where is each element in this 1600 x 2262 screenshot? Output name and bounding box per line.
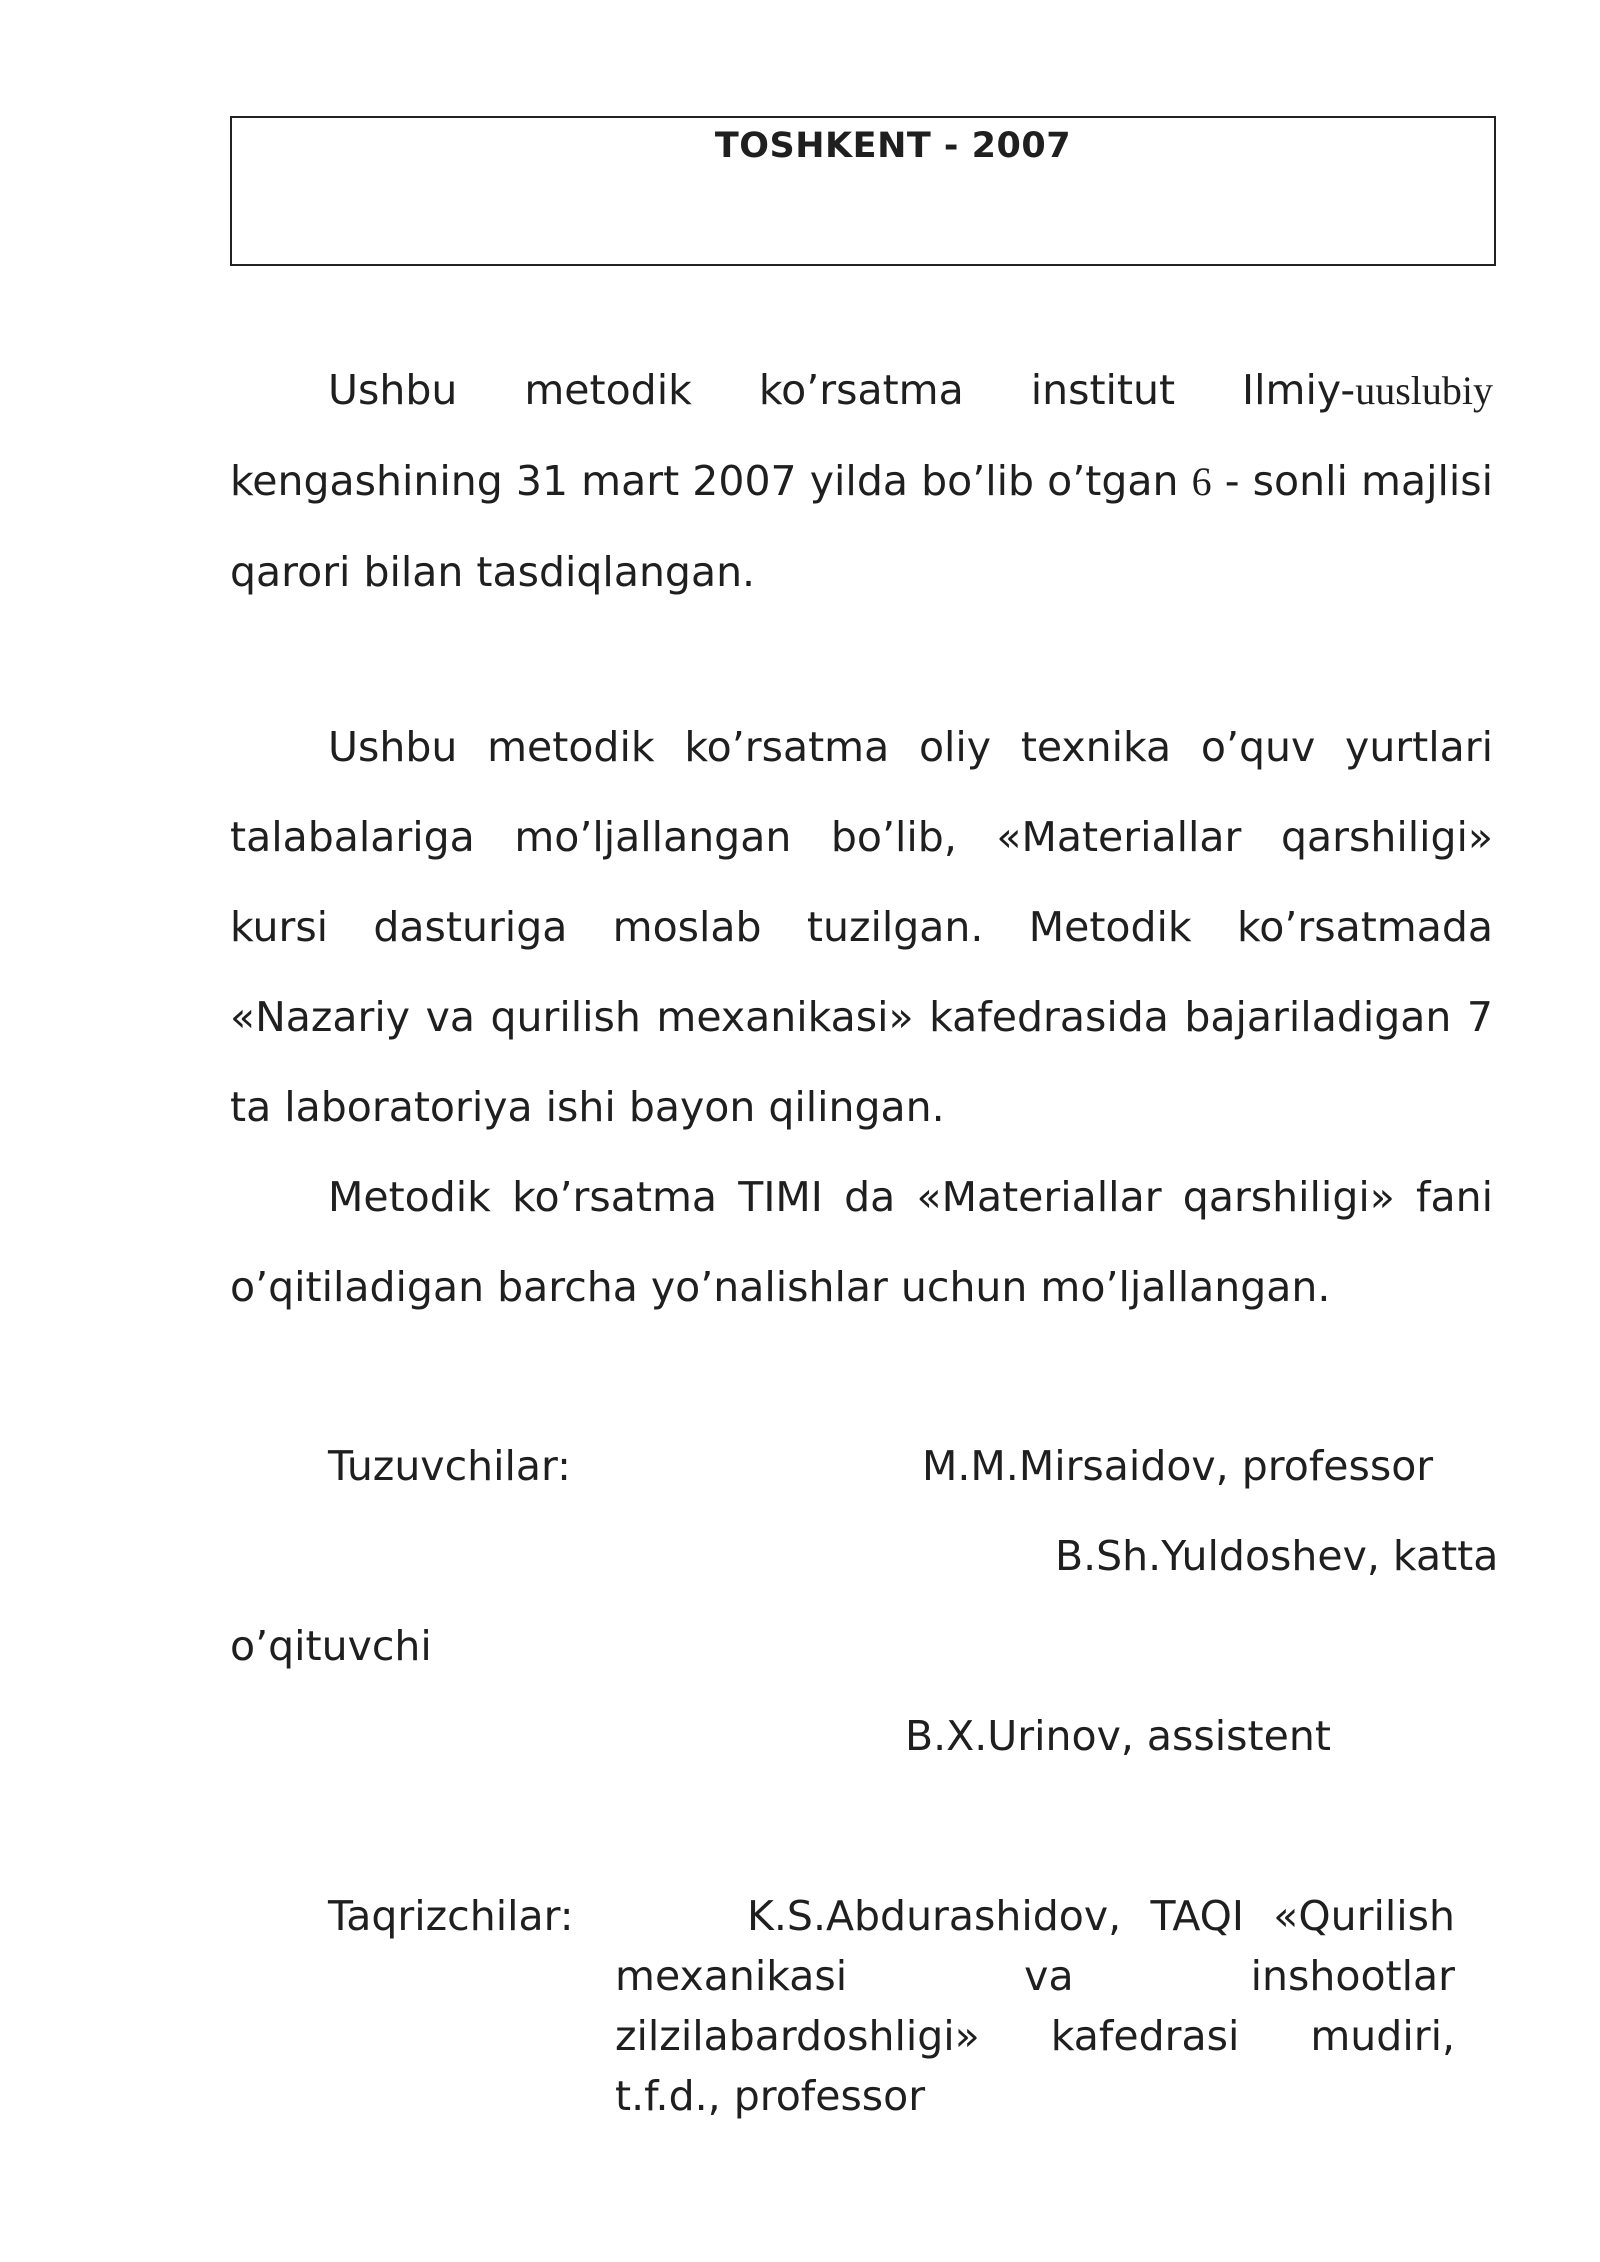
- purpose-paragraph: Metodik ko’rsatma TIMI da «Materiallar qarshiligi» fani o’qitiladigan barcha yo’nalishlar uchun mo’ljallangan.: [230, 1173, 1493, 1311]
- approval-text-4: - sonli majlisi qarori bilan tasdiqlangan.: [230, 457, 1493, 596]
- session-number: 6: [1191, 459, 1212, 504]
- reviewer-text: K.S.Abdurashidov, TAQI «Qurilish mexanikasi va inshootlar zilzilabardoshligi» kafedrasi mudiri, t.f.d., professor: [615, 1892, 1455, 2120]
- reviewers-label: Taqrizchilar:: [328, 1892, 574, 1940]
- header-box: [230, 116, 1496, 266]
- compiler-2: B.Sh.Yuldoshev, katta: [1055, 1532, 1499, 1580]
- header-title: TOSHKENT - 2007: [714, 126, 1072, 166]
- approval-text-1: Ushbu metodik ko’rsatma institut Ilmiy-: [328, 366, 1356, 414]
- compiler-2-continued: o’qituvchi: [230, 1622, 432, 1670]
- compiler-1: M.M.Mirsaidov, professor: [922, 1442, 1434, 1490]
- compilers-label: Tuzuvchilar:: [328, 1442, 571, 1490]
- compiler-3: B.X.Urinov, assistent: [905, 1712, 1331, 1760]
- approval-paragraph: [230, 345, 1493, 617]
- description-paragraph: Ushbu metodik ko’rsatma oliy texnika o’quv yurtlari talabalariga mo’ljallangan bo’lib, «Materiallar qarshiligi» kursi dasturiga moslab tuzilgan. Metodik ko’rsatmada «Nazariy va qurilish mexanikasi» kafedrasida bajariladigan 7 ta laboratoriya ishi bayon qilingan.: [230, 723, 1493, 1131]
- approval-text-2: uuslubiy: [1355, 368, 1493, 413]
- approval-text-3: kengashining 31 mart 2007 yilda bo’lib o’tgan: [230, 457, 1192, 505]
